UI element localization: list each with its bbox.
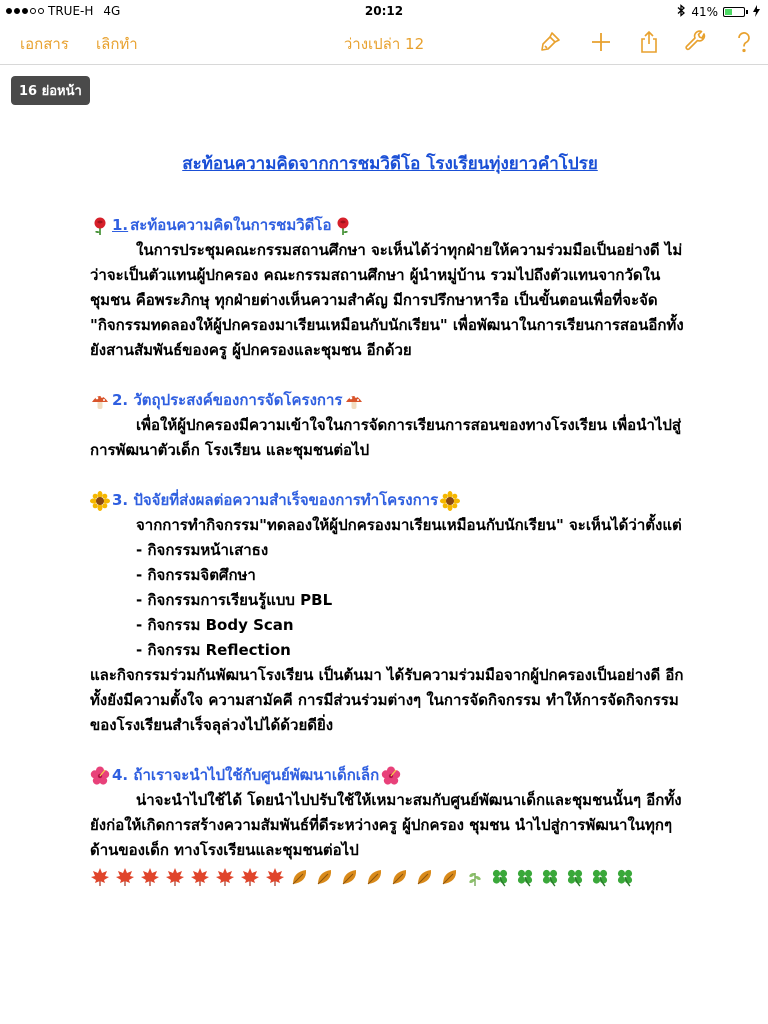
section-4-heading bbox=[90, 763, 690, 788]
maple-leaf-icon bbox=[165, 867, 185, 887]
add-icon[interactable] bbox=[589, 30, 613, 54]
list-item: - กิจกรรมจิตศึกษา bbox=[136, 566, 256, 584]
battery-percent: 41% bbox=[691, 5, 718, 19]
section-3-outro: และกิจกรรมร่วมกันพัฒนาโรงเรียน เป็นต้นมา ได้รับความร่วมมือจากผู้ปกครองเป็นอย่างดี อีกทั้งยังมีความตั้งใจ ความสามัคคี การมีส่วนร่วมต่างๆ ในการจัดกิจกรรม ทำให้การจัดกิจกรรมของโรงเรียนสำเร็จลุล่วงไปได้ด้วยดียิ่ง bbox=[90, 666, 684, 734]
undo-button[interactable]: เลิกทำ bbox=[96, 35, 138, 53]
rose-icon bbox=[333, 216, 353, 236]
fallen-leaf-icon bbox=[315, 867, 335, 887]
wrench-icon[interactable] bbox=[684, 30, 708, 54]
clover-icon bbox=[540, 867, 560, 887]
help-icon[interactable] bbox=[732, 30, 756, 54]
maple-leaf-icon bbox=[140, 867, 160, 887]
mushroom-icon bbox=[344, 391, 364, 411]
maple-leaf-icon bbox=[190, 867, 210, 887]
carrier-name: TRUE-H bbox=[48, 4, 94, 18]
fallen-leaf-icon bbox=[365, 867, 385, 887]
section-4-title: 4. ถ้าเราจะนำไปใช้กับศูนย์พัฒนาเด็กเล็ก bbox=[112, 766, 380, 784]
section-2-heading bbox=[90, 388, 690, 413]
documents-button[interactable]: เอกสาร bbox=[20, 35, 69, 53]
maple-leaf-icon bbox=[265, 867, 285, 887]
toolbar bbox=[0, 22, 768, 65]
battery-tip bbox=[746, 10, 748, 14]
maple-leaf-icon bbox=[90, 867, 110, 887]
decoration-row bbox=[90, 867, 690, 887]
fallen-leaf-icon bbox=[340, 867, 360, 887]
clover-icon bbox=[515, 867, 535, 887]
list-item: - กิจกรรม Body Scan bbox=[136, 616, 294, 634]
charging-icon bbox=[753, 5, 760, 20]
hibiscus-icon bbox=[381, 766, 401, 786]
sunflower-icon bbox=[440, 491, 460, 511]
fallen-leaf-icon bbox=[390, 867, 410, 887]
list-item: - กิจกรรมหน้าเสาธง bbox=[136, 541, 269, 559]
section-2-title: 2. วัตถุประสงค์ของการจัดโครงการ bbox=[112, 391, 343, 409]
document-body[interactable] bbox=[90, 150, 690, 887]
herb-icon bbox=[465, 867, 485, 887]
list-item: - กิจกรรมการเรียนรู้แบบ PBL bbox=[136, 591, 333, 609]
status-bar bbox=[0, 0, 768, 22]
sunflower-icon bbox=[90, 491, 110, 511]
status-right bbox=[677, 4, 760, 20]
section-3-heading bbox=[90, 488, 690, 513]
share-icon[interactable] bbox=[637, 30, 661, 54]
section-1-heading bbox=[90, 213, 690, 238]
section-3-intro: จากการทำกิจกรรม"ทดลองให้ผู้ปกครองมาเรียนเหมือนกับนักเรียน" จะเห็นได้ว่าตั้งแต่ bbox=[136, 516, 682, 534]
clover-icon bbox=[565, 867, 585, 887]
paragraph-count-badge: 16 ย่อหน้า bbox=[11, 76, 90, 105]
section-2-paragraph: เพื่อให้ผู้ปกครองมีความเข้าใจในการจัดการเรียนการสอนของทางโรงเรียน เพื่อนำไปสู่การพัฒนาตัวเด็ก โรงเรียน และชุมชนต่อไป bbox=[90, 416, 682, 459]
fallen-leaf-icon bbox=[415, 867, 435, 887]
section-1-number: 1. bbox=[112, 216, 129, 234]
format-brush-icon[interactable] bbox=[538, 30, 562, 54]
fallen-leaf-icon bbox=[290, 867, 310, 887]
section-3-title: 3. ปัจจัยที่ส่งผลต่อความสำเร็จของการทำโครงการ bbox=[112, 491, 439, 509]
maple-leaf-icon bbox=[115, 867, 135, 887]
activity-list bbox=[90, 538, 690, 663]
section-1-paragraph: ในการประชุมคณะกรรมสถานศึกษา จะเห็นได้ว่าทุกฝ่ายให้ความร่วมมือเป็นอย่างดี ไม่ว่าจะเป็นตัวแทนผู้ปกครอง คณะกรรมสถานศึกษา ผู้นำหมู่บ้าน รวมไปถึงตัวแทนจากวัดในชุมชน คือพระภิกษุ ทุกฝ่ายต่างเห็นความสำคัญ มีการปรึกษาหารือ เป็นขั้นตอนเพื่อที่จะจัด "กิจกรรมทดลองให้ผู้ปกครองมาเรียนเหมือนกับนักเรียน" เพื่อพัฒนาในการเรียนการสอนอีกทั้งยังสานสัมพันธ์ของครู ผู้ปกครองและชุมชน อีกด้วย bbox=[90, 241, 684, 359]
document-title[interactable]: ว่างเปล่า 12 bbox=[343, 35, 425, 53]
hibiscus-icon bbox=[90, 766, 110, 786]
maple-leaf-icon bbox=[240, 867, 260, 887]
mushroom-icon bbox=[90, 391, 110, 411]
clover-icon bbox=[490, 867, 510, 887]
clover-icon bbox=[615, 867, 635, 887]
list-item: - กิจกรรม Reflection bbox=[136, 641, 291, 659]
section-4-paragraph: น่าจะนำไปใช้ได้ โดยนำไปปรับใช้ให้เหมาะสมกับศูนย์พัฒนาเด็กและชุมชนนั้นๆ อีกทั้งยังก่อให้เกิดการสร้างความสัมพันธ์ที่ดีระหว่างครู ผู้ปกครอง ชุมชน นำไปสู่การพัฒนาในทุกๆด้านของเด็ก ทางโรงเรียนและชุมชนต่อไป bbox=[90, 791, 682, 859]
network-type: 4G bbox=[103, 4, 121, 18]
battery-icon bbox=[723, 7, 745, 17]
maple-leaf-icon bbox=[215, 867, 235, 887]
fallen-leaf-icon bbox=[440, 867, 460, 887]
status-time: 20:12 bbox=[364, 4, 404, 18]
page-title: สะท้อนความคิดจากการชมวิดีโอ โรงเรียนทุ่งยาวคำโปรย bbox=[182, 154, 598, 174]
section-1-title: สะท้อนความคิดในการชมวิดีโอ bbox=[130, 216, 332, 234]
rose-icon bbox=[90, 216, 110, 236]
clover-icon bbox=[590, 867, 610, 887]
bluetooth-icon bbox=[677, 4, 686, 20]
